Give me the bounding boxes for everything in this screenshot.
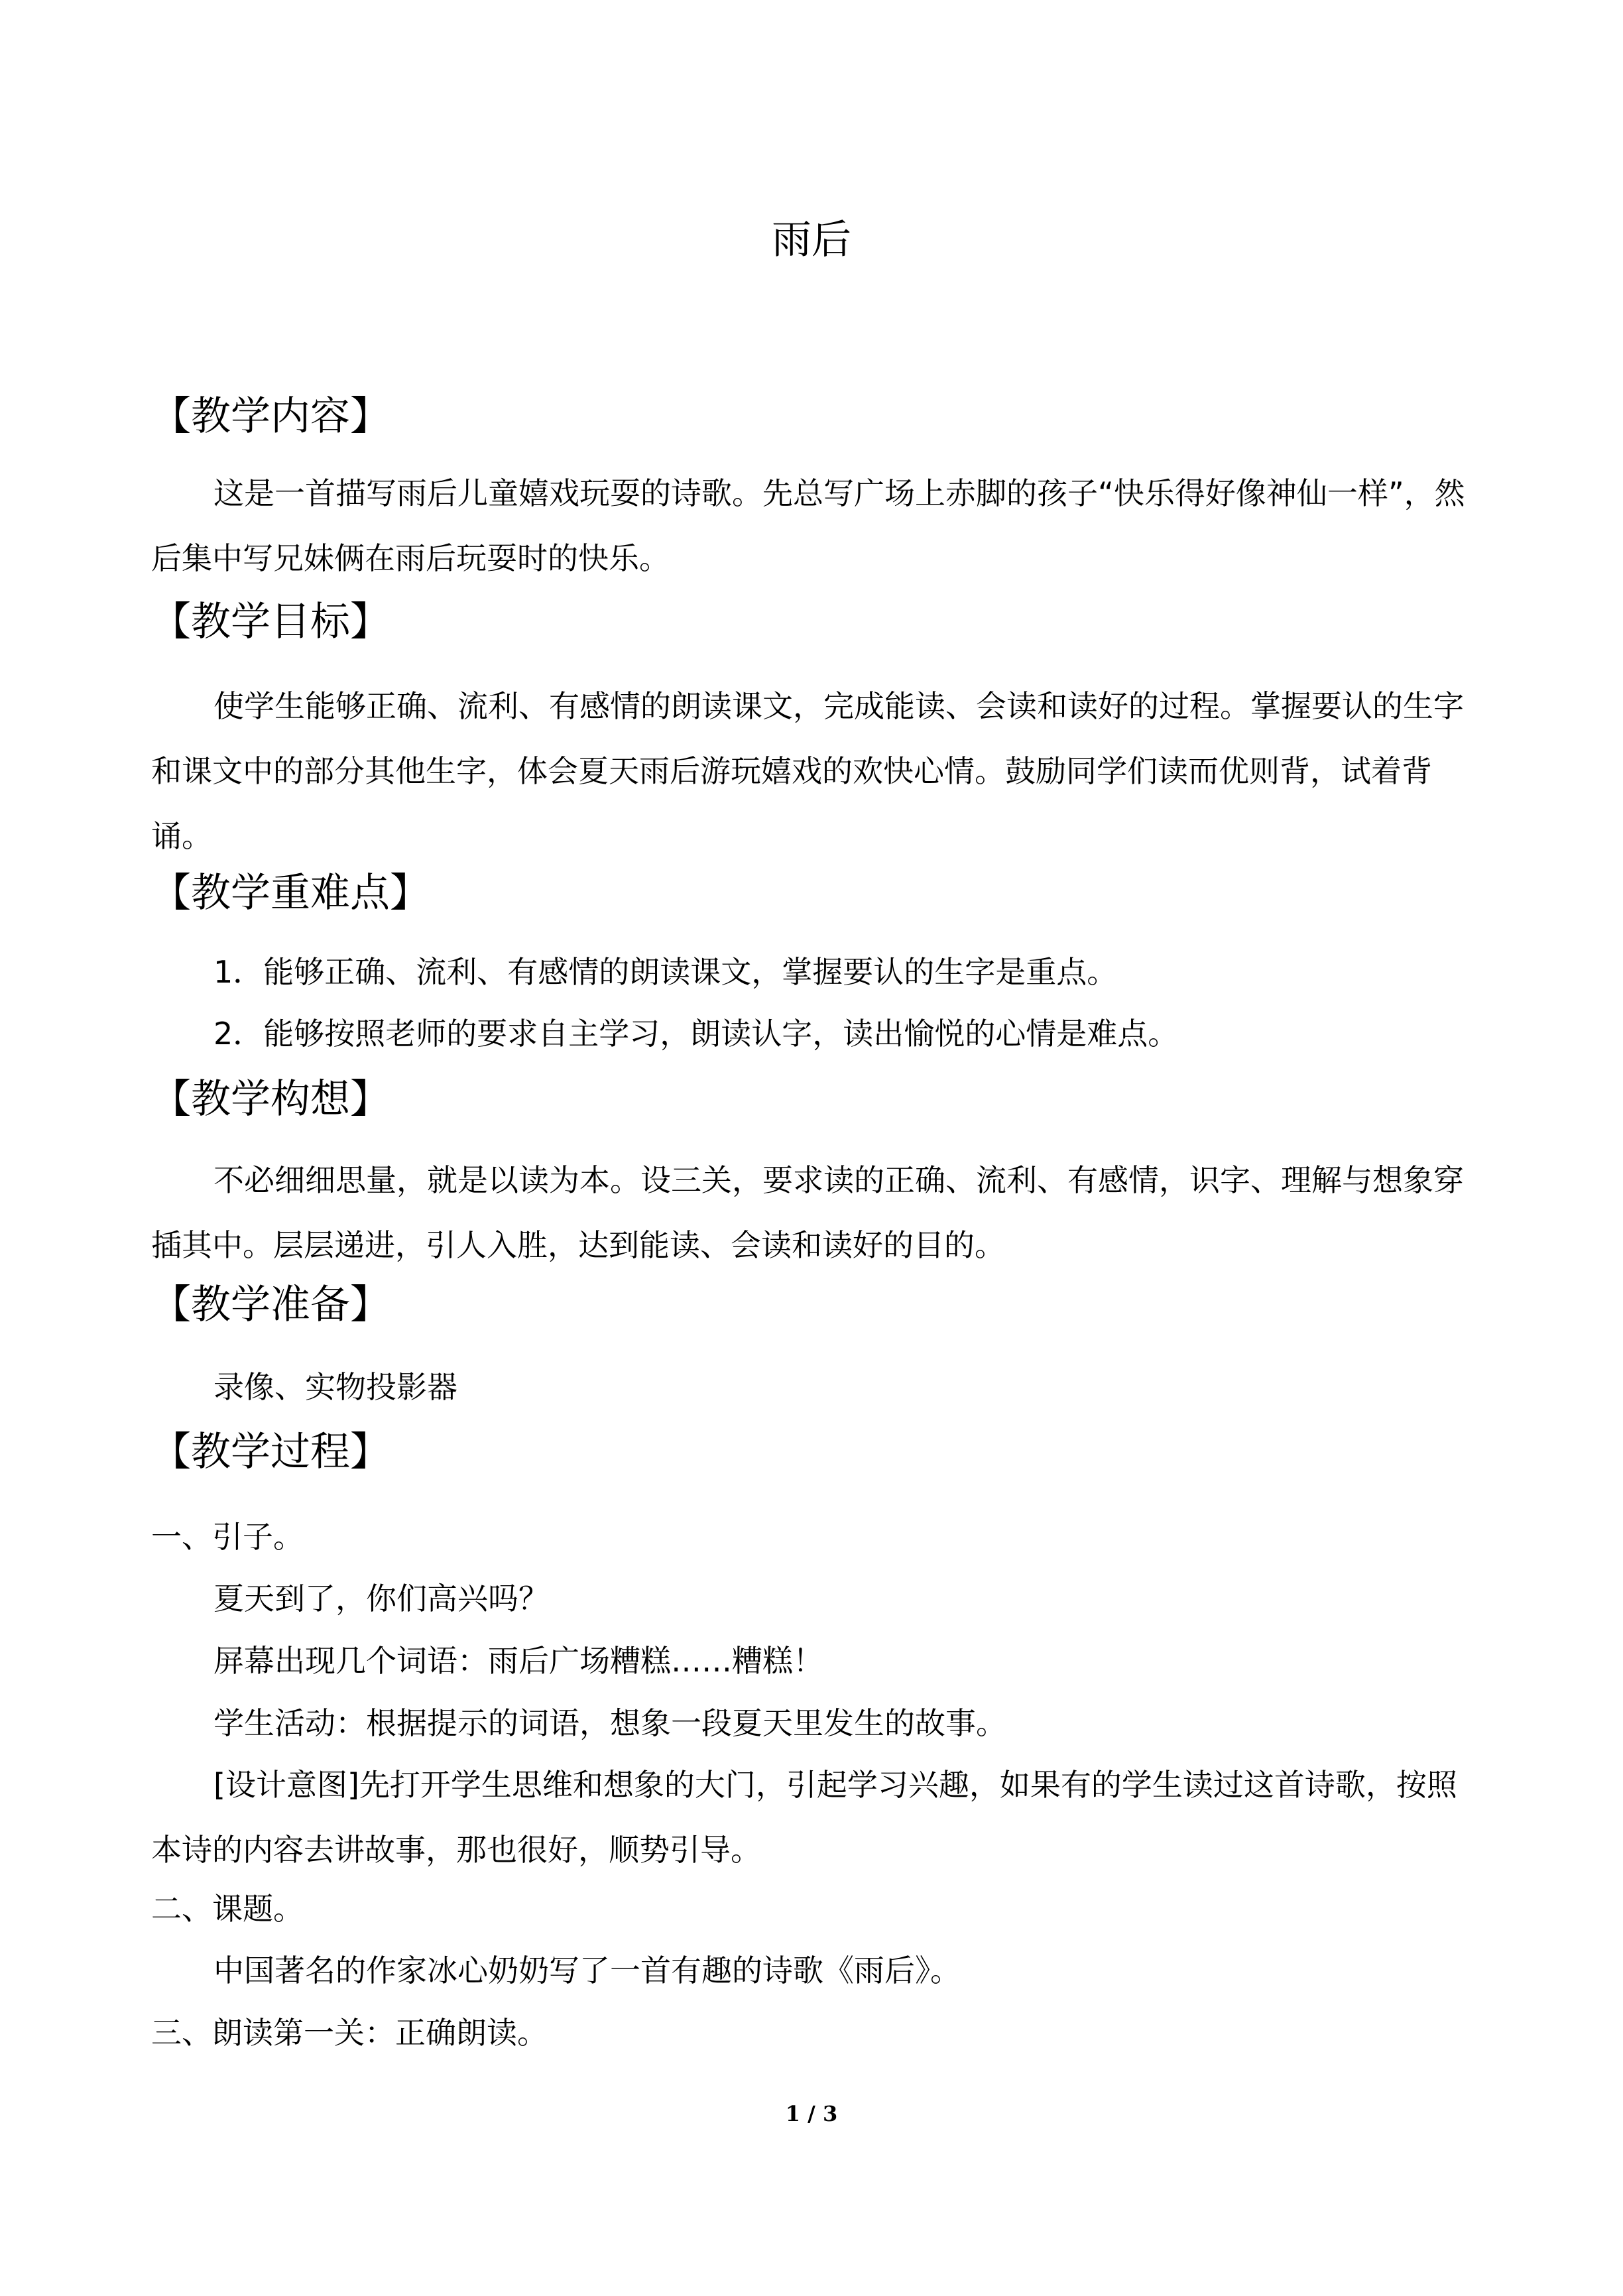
paragraph-text: 使学生能够正确、流利、有感情的朗读课文，完成能读、会读和读好的过程。掌握要认的生字和课文中的部分其他生字，体会夏天雨后游玩嬉戏的欢快心情。鼓励同学们读而优则背，试着背诵。 [151,688,1464,854]
step-1-line: 屏幕出现几个词语：雨后广场糟糕……糟糕！ [213,1643,823,1679]
heading-key-points: 【教学重难点】 [151,870,430,916]
paragraph-text: [设计意图]先打开学生思维和想象的大门，引起学习兴趣，如果有的学生读过这首诗歌，按照本诗的内容去讲故事，那也很好，顺势引导。 [151,1767,1457,1868]
paragraph-teaching-content [151,461,1484,591]
paragraph-text: 这是一首描写雨后儿童嬉戏玩耍的诗歌。先总写广场上赤脚的孩子“快乐得好像神仙一样”，然后集中写兄妹俩在雨后玩耍时的快乐。 [151,475,1465,576]
paragraph-teaching-concept [151,1148,1484,1278]
step-1-line: 夏天到了，你们高兴吗？ [213,1581,549,1616]
step-2-line: 中国著名的作家冰心奶奶写了一首有趣的诗歌《雨后》。 [213,1953,961,1988]
heading-teaching-preparation: 【教学准备】 [151,1282,390,1328]
step-2-title: 二、课题。 [151,1891,304,1927]
step-1-title: 一、引子。 [151,1519,304,1555]
page-title: 雨后 [772,217,851,263]
step-3-title: 三、朗读第一关：正确朗读。 [151,2015,548,2051]
heading-teaching-concept: 【教学构想】 [151,1076,390,1122]
step-1-design-note [151,1752,1484,1882]
key-point-item: 1．能够正确、流利、有感情的朗读课文，掌握要认的生字是重点。 [213,954,1118,990]
page-number: 1 / 3 [785,2101,838,2126]
heading-teaching-process: 【教学过程】 [151,1429,390,1475]
step-1-line: 学生活动：根据提示的词语，想象一段夏天里发生的故事。 [213,1705,1006,1741]
preparation-text: 录像、实物投影器 [213,1369,457,1405]
paragraph-text: 不必细细思量，就是以读为本。设三关，要求读的正确、流利、有感情，识字、理解与想象穿插其中。层层递进，引人入胜，达到能读、会读和读好的目的。 [151,1162,1464,1263]
heading-teaching-content: 【教学内容】 [151,393,390,440]
paragraph-teaching-goals [151,674,1484,869]
key-point-item: 2．能够按照老师的要求自主学习，朗读认字，读出愉悦的心情是难点。 [213,1016,1179,1052]
heading-teaching-goals: 【教学目标】 [151,599,390,645]
